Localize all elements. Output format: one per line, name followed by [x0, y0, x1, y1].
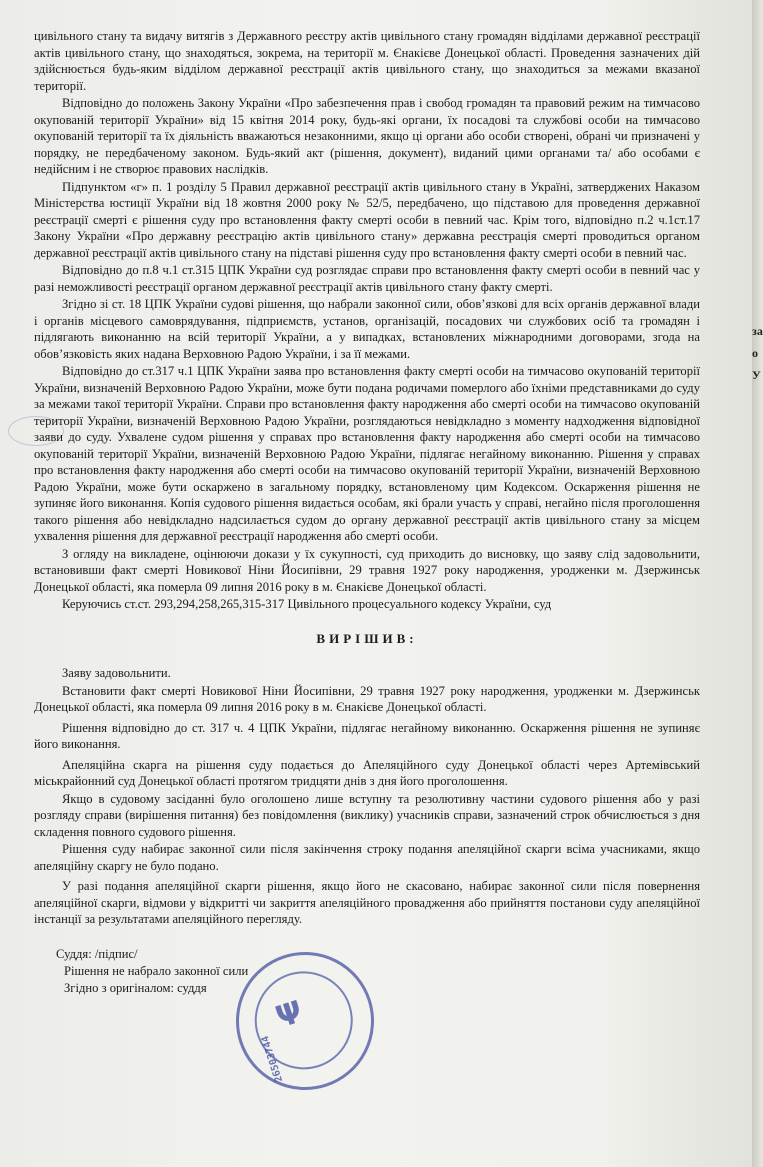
edge-letter: У: [752, 368, 761, 382]
next-page-edge: [752, 0, 763, 1167]
decision-item: Встановити факт смерті Новикової Ніни Йосипівни, 29 травня 1927 року народження, уродженки м. Дзержинськ Донецької області, яка померла 09 липня 2016 року в м. Єнакієве Донецької області.: [34, 683, 700, 714]
judge-signature: Суддя: /підпис/: [56, 946, 138, 961]
not-in-force-note: Рішення не набрало законної сили: [64, 963, 249, 978]
paragraph: Відповідно до п.8 ч.1 ст.315 ЦПК України суд розглядає справи про встановлення факту смерті особи в певний час у разі неможливості реєстрації органом державної реєстрації актів цивільного стану факту смерті.: [34, 263, 700, 294]
decision-item: Рішення суду набирає законної сили після закінчення строку подання апеляційної скарги всіма учасниками, якщо апеляційну скаргу не було подано.: [34, 842, 700, 873]
certified-copy-note: Згідно з оригіналом: суддя: [64, 980, 207, 995]
decision-item: Якщо в судовому засіданні було оголошено лише вступну та резолютивну частини судового рішення або у разі розгляду справи (вирішення питання) без повідомлення (виклику) учасників справи, зазначений строк обчислюється з дня складення повного судового рішення.: [34, 791, 700, 839]
paragraph: Відповідно до положень Закону України «Про забезпечення прав і свобод громадян та правовий режим на тимчасово окупованій території України» від 15 квітня 2014 року, будь-які органи, їх посадові та службові особи на тимчасово окупованій території та їх діяльність вважаються незаконними, якщо ці органи або особи створені, обрані чи призначені у порядку, не передбаченому законом. Будь-який акт (рішення, документ), виданий цими органами та/ або особами є недійсним і не створює правових наслідків.: [34, 96, 700, 176]
next-page-edge-text: [752, 320, 763, 386]
paragraph: З огляду на викладене, оцінюючи докази у їх сукупності, суд приходить до висновку, що заяву слід задовольнити, встановивши факт смерті Новикової Ніни Йосипівни, 29 травня 1927 року народження, уродженки м. Дзержинськ Донецької області, яка померла 09 липня 2016 року в м. Єнакієве Донецької області.: [34, 546, 700, 594]
paragraph: цивільного стану та видачу витягів з Державного реєстру актів цивільного стану громадян відділами державної реєстрації актів цивільного стану, що знаходяться, зокрема, на території м. Єнакієве Донецької області. Проведення зазначених дій здійснюється будь-яким відділом державної реєстрації актів цивільного стану, що знаходиться за межами вказаної території.: [34, 29, 700, 93]
decision-item: Апеляційна скарга на рішення суду подається до Апеляційного суду Донецької області через Артемівський міськрайонний суд Донецької області протягом тридцяти днів з дня його проголошення.: [34, 757, 700, 788]
trident-emblem-icon: Ψ: [271, 994, 307, 1036]
decision-item: Рішення відповідно до ст. 317 ч. 4 ЦПК України, підлягає негайному виконанню. Оскарження рішення не зупиняє його виконання.: [34, 720, 700, 751]
seal-code: 26503744: [259, 1034, 286, 1084]
edge-letter: за: [752, 324, 763, 338]
paragraph: Відповідно до ст.317 ч.1 ЦПК України заява про встановлення факту смерті особи на тимчасово окупованій території України, визначеній Верховною Радою України, може бути подана родичами померлого або їхніми представниками до суду за межами такої території України. Справи про встановлення факту народження або смерті особи на тимчасово окупованій території України, визначеній Верховною Радою України, розглядаються невідкладно з моменту надходження відповідної заяви до суду. Ухвалене судом рішення у справах про встановлення факту народження або смерті особи на тимчасово окупованій території України, визначеній Верховною Радою України, підлягає негайному виконанню. Рішення у справах про встановлення факту народження або смерті особи на тимчасово окупованій території України, визначеній Верховною Радою України, може бути оскаржено в загальному порядку, встановленому цим Кодексом. Оскарження рішення не зупиняє його виконання. Копія судового рішення видається особам, які брали участь у справі, негайно після проголошення такого рішення або невідкладно надсилається судом до органу державної реєстрації актів цивільного стану за місцем ухвалення рішення для державної реєстрації народження або смерті особи.: [34, 364, 700, 543]
edge-letter: о: [752, 346, 758, 360]
decision-heading: ВИРІШИВ:: [316, 630, 418, 646]
document-body: [34, 28, 700, 997]
paragraph: Згідно зі ст. 18 ЦПК України судові рішення, що набрали законної сили, обов’язкові для всіх органів державної влади і органів місцевого самоврядування, підприємств, установ, організацій, посадових чи службових осіб та громадян і підлягають виконанню на всій території України, а у випадках, встановлених міжнародними договорами, згода на обов’язковість яких надана Верховною Радою України, і за її межами.: [34, 297, 700, 361]
paragraph: Керуючись ст.ст. 293,294,258,265,315-317 Цивільного процесуального кодексу України, суд: [62, 597, 552, 611]
decision-item: Заяву задовольнити.: [62, 666, 171, 680]
decision-item: У разі подання апеляційної скарги рішення, якщо його не скасовано, набирає законної сили після повернення апеляційної скарги, відмови у відкритті чи закриття апеляційного провадження або прийняття постанови суду апеляційної інстанції за результатами апеляційного перегляду.: [34, 879, 700, 926]
paragraph: Підпунктом «г» п. 1 розділу 5 Правил державної реєстрації актів цивільного стану в Україні, затверджених Наказом Міністерства юстиції України від 18 жовтня 2000 року № 52/5, передбачено, що підставою для проведення державної реєстрації смерті є рішення суду про встановлення факту смерті особи в певний час. Крім того, відповідно п.2 ч.1ст.17 Закону України «Про державну реєстрацію актів цивільного стану» державна реєстрація смерті проводиться органом державної реєстрації актів цивільного стану на підставі рішення суду про встановлення факту смерті особи в певний час.: [34, 179, 700, 260]
signature-block: [34, 946, 700, 997]
